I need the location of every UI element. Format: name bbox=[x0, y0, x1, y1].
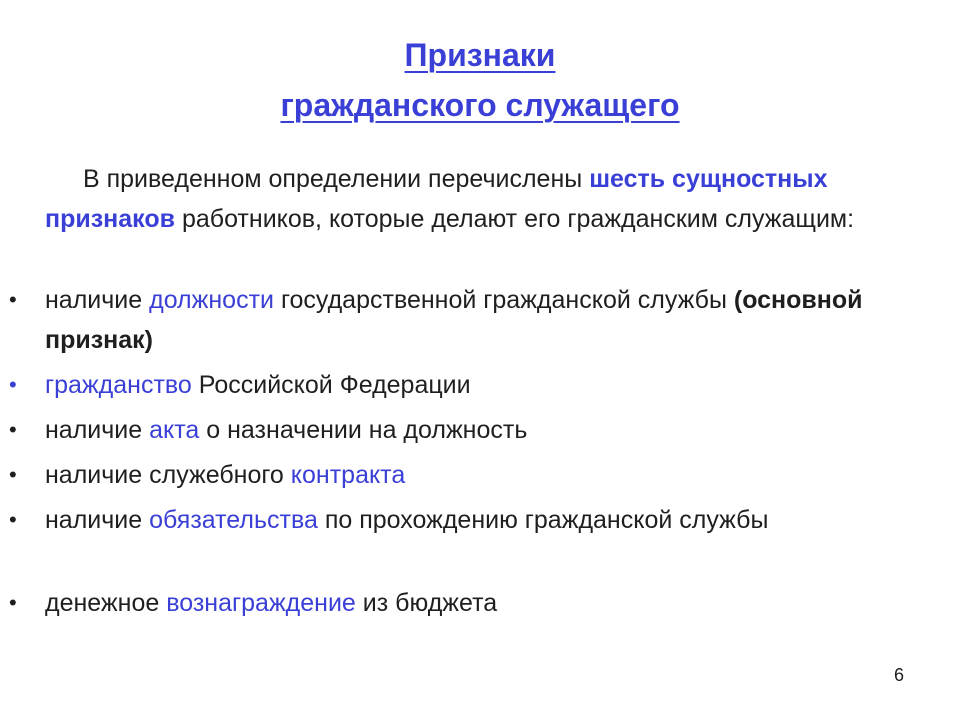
bullet-dot-icon: • bbox=[9, 462, 17, 487]
intro-paragraph bbox=[45, 159, 925, 239]
bullet-text-4 bbox=[45, 455, 925, 495]
bullet-text-5 bbox=[45, 500, 925, 540]
bullet-text-2 bbox=[45, 365, 925, 405]
slide-title-text-2: гражданского служащего bbox=[280, 87, 680, 123]
bullet-dot-icon: • bbox=[9, 507, 17, 532]
bullet-1-highlight: должности bbox=[149, 286, 274, 314]
bullet-6-suffix: из бюджета bbox=[362, 589, 498, 617]
bullet-dot-icon: • bbox=[9, 590, 17, 615]
intro-text-part-3: работников, которые делают его гражданским служащим: bbox=[181, 205, 855, 233]
bullet-dot-icon: • bbox=[9, 417, 17, 442]
bullet-2-suffix: Российской Федерации bbox=[198, 371, 471, 399]
bullet-4-highlight: контракта bbox=[290, 461, 406, 489]
bullet-dot-icon: • bbox=[9, 372, 17, 397]
bullet-1-suffix: государственной гражданской службы bbox=[280, 286, 727, 314]
bullet-5-highlight: обязательства bbox=[149, 506, 318, 534]
bullet-2-highlight: гражданство bbox=[45, 371, 192, 399]
intro-text-part-1: В приведенном определении перечислены bbox=[83, 165, 583, 193]
bullet-1-prefix: наличие bbox=[45, 286, 143, 314]
bullet-1-extra: (основной признак) bbox=[45, 286, 863, 354]
intro-highlight: шесть сущностных признаков bbox=[45, 165, 828, 233]
bullet-text-3 bbox=[45, 410, 925, 450]
bullet-dot-icon: • bbox=[9, 287, 17, 312]
bullet-3-highlight: акта bbox=[149, 416, 200, 444]
bullet-text-6 bbox=[45, 583, 925, 623]
bullet-3-suffix: о назначении на должность bbox=[206, 416, 528, 444]
bullet-6-highlight: вознаграждение bbox=[166, 589, 356, 617]
bullet-5-prefix: наличие bbox=[45, 506, 143, 534]
bullet-6-prefix: денежное bbox=[45, 589, 160, 617]
slide-title-text-1: Признаки bbox=[404, 37, 556, 73]
bullet-text-1 bbox=[45, 280, 925, 360]
bullet-5-suffix: по прохождению гражданской службы bbox=[324, 506, 769, 534]
bullet-4-prefix: наличие служебного bbox=[45, 461, 284, 489]
page-number: 6 bbox=[893, 665, 904, 685]
bullet-3-prefix: наличие bbox=[45, 416, 143, 444]
